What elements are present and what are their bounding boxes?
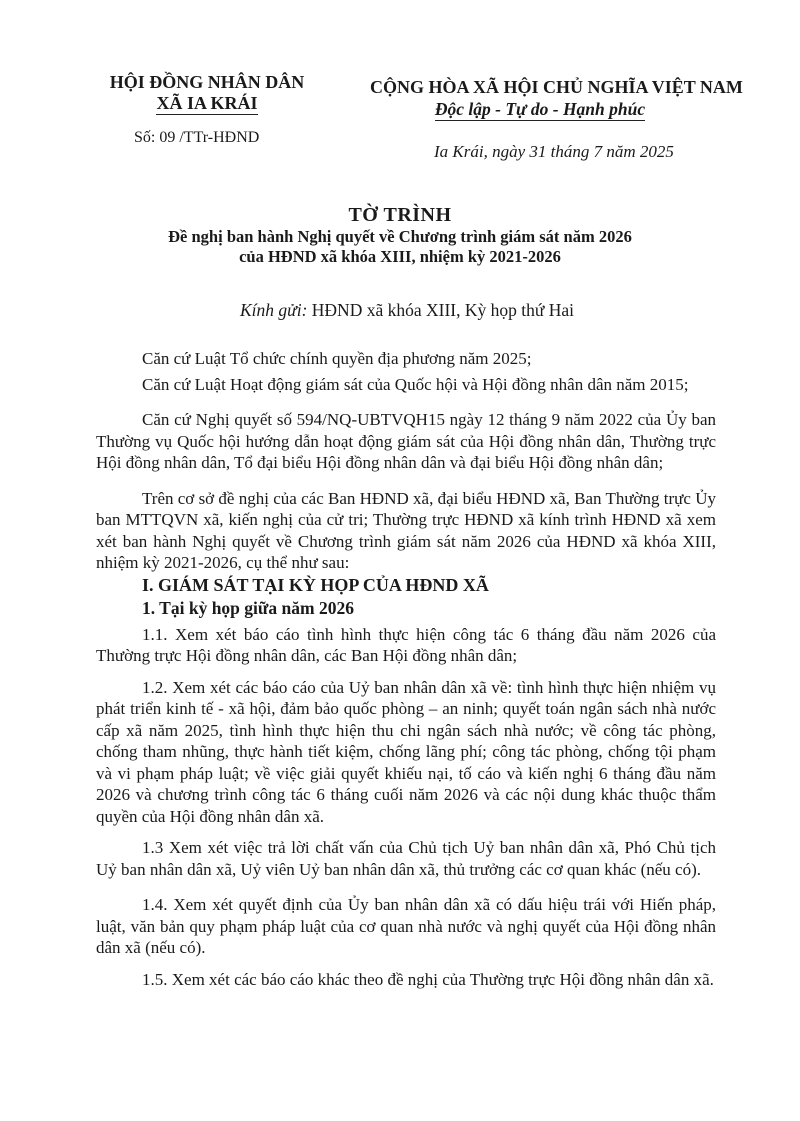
legal-basis-2: Căn cứ Luật Hoạt động giám sát của Quốc hội và Hội đồng nhân dân năm 2015; [142,374,689,394]
document-number: Số: 09 /TTr-HĐND [134,129,260,146]
nation-name: CỘNG HÒA XÃ HỘI CHỦ NGHĨA VIỆT NAM [370,77,743,97]
section-heading-1: I. GIÁM SÁT TẠI KỲ HỌP CỦA HĐND XÃ [142,574,489,595]
council-name: HỘI ĐỒNG NHÂN DÂN [109,72,305,92]
legal-basis-1: Căn cứ Luật Tổ chức chính quyền địa phương năm 2025; [142,349,532,368]
subsection-heading-1: 1. Tại kỳ họp giữa năm 2026 [142,597,354,618]
recipient-label: Kính gửi: [240,300,308,320]
item-1-5: 1.5. Xem xét các báo cáo khác theo đề nghị của Thường trực Hội đồng nhân dân xã. [142,969,714,989]
commune-name: XÃ IA KRÁI [156,93,258,113]
item-1-3: 1.3 Xem xét việc trả lời chất vấn của Chủ tịch Uỷ ban nhân dân xã, Phó Chủ tịch Uỷ ban nhân dân xã, Uỷ viên Uỷ ban nhân dân xã, thủ trưởng các cơ quan khác (nếu có). [96,838,716,879]
document-title [100,203,700,267]
document-body [96,348,716,990]
intro-paragraph: Trên cơ sở đề nghị của các Ban HĐND xã, đại biểu HĐND xã, Ban Thường trực Ủy ban MTTQVN xã, kiến nghị của cử tri; Thường trực HĐND xã kính trình HĐND xã xem xét ban hành Nghị quyết về Chương trình giám sát năm 2026 của HĐND xã khóa XIII, nhiệm kỳ 2021-2026, cụ thể như sau: [96,488,716,572]
item-1-1: 1.1. Xem xét báo cáo tình hình thực hiện công tác 6 tháng đầu năm 2026 của Thường trực Hội đồng nhân dân, các Ban Hội đồng nhân dân; [96,624,716,665]
place-date: Ia Krái, ngày 31 tháng 7 năm 2025 [434,142,674,161]
legal-basis-3: Căn cứ Nghị quyết số 594/NQ-UBTVQH15 ngày 12 tháng 9 năm 2022 của Ủy ban Thường vụ Quốc hội hướng dẫn hoạt động giám sát của Hội đồng nhân dân, Thường trực Hội đồng nhân dân, Tổ đại biểu Hội đồng nhân dân và đại biểu Hội đồng nhân dân; [96,410,716,472]
document-type: TỜ TRÌNH [348,204,452,226]
recipient [240,300,574,321]
issuing-authority [92,72,322,147]
subject-line-1: Đề nghị ban hành Nghị quyết về Chương trình giám sát năm 2026 [168,227,632,246]
national-motto: Độc lập - Tự do - Hạnh phúc [434,99,646,119]
recipient-value: HĐND xã khóa XIII, Kỳ họp thứ Hai [311,300,574,320]
item-1-2: 1.2. Xem xét các báo cáo của Uỷ ban nhân dân xã về: tình hình thực hiện nhiệm vụ phát triển kinh tế - xã hội, đảm bảo quốc phòng – an ninh; quyết toán ngân sách nhà nước cấp xã năm 2025, tình hình thực hiện thu chi ngân sách nhà nước; về công tác phòng, chống tham nhũng, thực hành tiết kiệm, chống lãng phí; công tác phòng, chống tội phạm và vi phạm pháp luật; về việc giải quyết khiếu nại, tố cáo và kiến nghị 6 tháng đầu năm 2026 và chương trình công tác 6 tháng cuối năm 2026 và các nội dung khác thuộc thẩm quyền của Hội đồng nhân dân xã. [96,677,716,826]
item-1-4: 1.4. Xem xét quyết định của Ủy ban nhân dân xã có dấu hiệu trái với Hiến pháp, luật, văn bản quy phạm pháp luật của cơ quan nhà nước và nghị quyết của Hội đồng nhân dân xã (nếu có). [96,895,716,957]
subject-line-2: của HĐND xã khóa XIII, nhiệm kỳ 2021-2026 [239,247,561,266]
national-header [370,76,743,121]
